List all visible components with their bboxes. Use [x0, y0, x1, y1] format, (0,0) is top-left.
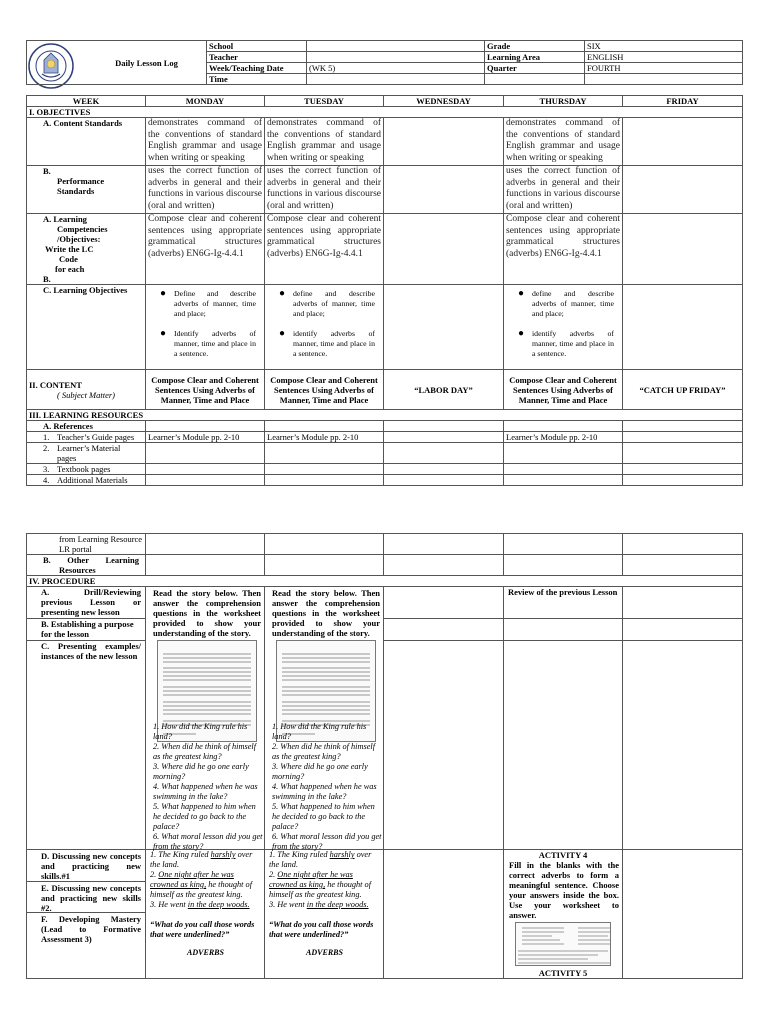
- content-mon: Compose Clear and Coherent Sentences Using Adverbs of Manner, Time and Place: [146, 370, 265, 410]
- amc-wed: [384, 534, 504, 555]
- proc-def-wed: [384, 850, 504, 979]
- proc-a-label: A. Drill/Reviewing previous Lesson or presenting new lesson: [27, 587, 146, 619]
- am-text: Additional Materials: [57, 475, 128, 485]
- comp-label-a: A. Learning: [43, 214, 87, 224]
- learning-objectives-row: [27, 285, 743, 370]
- lm-label: [27, 443, 146, 464]
- tb-fri: [623, 464, 743, 475]
- comp-label-f: for each: [55, 264, 85, 274]
- or-w2: Learning: [105, 555, 139, 565]
- sentence-2-tue: [269, 870, 380, 900]
- col-thursday: THURSDAY: [504, 96, 623, 107]
- content-std-tue: demonstrates command of the conventions of standard English grammar and usage when writing or speaking: [265, 118, 384, 166]
- lo-tue-1: ● define and describe adverbs of manner, time and place;: [293, 289, 375, 319]
- tg-wed: [384, 432, 504, 443]
- references-label: A. References: [27, 421, 146, 432]
- proc-def-fri: [623, 850, 743, 979]
- other-resources-label: [27, 555, 146, 576]
- tb-mon: [146, 464, 265, 475]
- content-standards-label: A. Content Standards: [27, 118, 146, 166]
- proc-d-label: D. Discussing new concepts and practicing new skills.#1: [27, 850, 145, 882]
- content-sublabel: ( Subject Matter): [56, 389, 116, 400]
- col-week: WEEK: [27, 96, 146, 107]
- content-std-fri: [623, 118, 743, 166]
- proc-a-fri: [623, 587, 743, 619]
- col-wednesday: WEDNESDAY: [384, 96, 504, 107]
- question-1: 1. How did the King rule his land?: [272, 722, 367, 741]
- perf-std-mon: uses the correct function of adverbs in general and their functions in various discourse (oral and written): [146, 166, 265, 214]
- proc-c-wed: [384, 641, 504, 850]
- sentence-1-mon: [150, 850, 261, 870]
- lo-mon-2: ● Identify adverbs of manner, time and place in a sentence.: [174, 329, 256, 359]
- prompt-tue: “What do you call those words that were underlined?”: [269, 920, 374, 939]
- question-2: 2. When did he think of himself as the greatest king?: [272, 742, 376, 761]
- content-label: II. CONTENT: [29, 379, 82, 390]
- perf-std-thu: uses the correct function of adverbs in general and their functions in various discourse (oral and written): [504, 166, 623, 214]
- activity5-title: ACTIVITY 5: [538, 968, 588, 978]
- tg-row: [27, 432, 743, 443]
- proc-b-thu: [504, 619, 623, 641]
- content-tue: Compose Clear and Coherent Sentences Using Adverbs of Manner, Time and Place: [265, 370, 384, 410]
- proc-c-thu: [504, 641, 623, 850]
- questions-tue: [272, 722, 384, 852]
- lm-num: 2.: [43, 443, 50, 453]
- am-label: [27, 475, 146, 486]
- am-thu: [504, 475, 623, 486]
- lo-tue-2: ● identify adverbs of manner, time and place in a sentence.: [293, 329, 375, 359]
- area-value[interactable]: ENGLISH: [585, 52, 743, 63]
- perf-std-wed: [384, 166, 504, 214]
- or-fri: [623, 555, 743, 576]
- tb-wed: [384, 464, 504, 475]
- col-tuesday: TUESDAY: [265, 96, 384, 107]
- prompt-mon: “What do you call those words that were underlined?”: [150, 920, 255, 939]
- or-wed: [384, 555, 504, 576]
- competencies-label: [27, 214, 146, 285]
- content-wed: “LABOR DAY”: [384, 370, 504, 410]
- competencies-row: [27, 214, 743, 285]
- teacher-label: Teacher: [207, 52, 307, 63]
- title-cell: [27, 41, 207, 85]
- comp-wed: [384, 214, 504, 285]
- question-5: 5. What happened to him when he decided to go back to the palace?: [272, 802, 375, 831]
- performance-standards-row: [27, 166, 743, 214]
- or-tue: [265, 555, 384, 576]
- s1b: over the land.: [269, 850, 372, 869]
- tg-label: [27, 432, 146, 443]
- am-row: [27, 475, 743, 486]
- lo-thu-2: ● identify adverbs of manner, time and place in a sentence.: [532, 329, 614, 359]
- proc-def-mon: [146, 850, 265, 979]
- question-3: 3. Where did he go one early morning?: [153, 762, 249, 781]
- objectives-heading: I. OBJECTIVES: [27, 107, 743, 118]
- am-tue: [265, 475, 384, 486]
- perf-label-a: B.: [43, 166, 51, 176]
- day-header-row: [27, 96, 743, 107]
- proc-b-row: [27, 619, 743, 641]
- content-std-mon: demonstrates command of the conventions of standard English grammar and usage when writing or speaking: [146, 118, 265, 166]
- proc-c-label: C. Presenting examples/ instances of the new lesson: [27, 641, 146, 850]
- am-mon: [146, 475, 265, 486]
- proc-c-row: [27, 641, 743, 850]
- content-thu: Compose Clear and Coherent Sentences Using Adverbs of Manner, Time and Place: [504, 370, 623, 410]
- comp-thu: Compose clear and coherent sentences using appropriate grammatical structures (adverbs) EN6G-Ig-4.4.1: [504, 214, 623, 285]
- proc-b-fri: [623, 619, 743, 641]
- proc-def-labels: [27, 850, 146, 979]
- week-label: Week/Teaching Date: [207, 63, 307, 74]
- proc-a-row: [27, 587, 743, 619]
- proc-def-tue: [265, 850, 384, 979]
- lo-thu-1: ● define and describe adverbs of manner, time and place;: [532, 289, 614, 319]
- or-w1: Other: [67, 555, 89, 565]
- proc-b-wed: [384, 619, 504, 641]
- sentence-1-tue: [269, 850, 380, 870]
- am-cont-label: from Learning Resource LR portal: [27, 534, 146, 555]
- or-mon: [146, 555, 265, 576]
- comp-label-d: Write the LC: [45, 244, 94, 254]
- amc-fri: [623, 534, 743, 555]
- s1b: over the land.: [150, 850, 253, 869]
- proc-e-label: E. Discussing new concepts and practicing new skills #2.: [27, 882, 145, 913]
- proc-a-thu: Review of the previous Lesson: [504, 587, 623, 619]
- ref-wed: [384, 421, 504, 432]
- sentence-3-mon: [150, 900, 261, 910]
- tb-thu: [504, 464, 623, 475]
- question-3: 3. Where did he go one early morning?: [272, 762, 368, 781]
- or-num: B.: [43, 555, 51, 565]
- s3u: in the deep woods.: [187, 900, 250, 909]
- amc-mon: [146, 534, 265, 555]
- story-instr-tue: Read the story below. Then answer the comprehension questions in the worksheet provided to show your understanding of the story.: [272, 588, 380, 638]
- content-row: [27, 370, 743, 410]
- references-row: [27, 421, 743, 432]
- lo-fri: [623, 285, 743, 370]
- amc-tue: [265, 534, 384, 555]
- content-label-cell: [27, 370, 146, 410]
- tb-label: [27, 464, 146, 475]
- s2u: One night after he was crowned as king,: [150, 870, 234, 889]
- s2b: he thought of himself as the greatest king.: [269, 880, 372, 899]
- perf-std-tue: uses the correct function of adverbs in general and their functions in various discourse (oral and written): [265, 166, 384, 214]
- s3u: in the deep woods.: [306, 900, 369, 909]
- ref-thu: [504, 421, 623, 432]
- s2a: 2.: [269, 870, 278, 879]
- s1u: harshly: [210, 850, 236, 859]
- tb-num: 3.: [43, 464, 50, 474]
- lm-row: [27, 443, 743, 464]
- comp-label-b: Competencies: [57, 224, 108, 234]
- or-thu: [504, 555, 623, 576]
- question-6: 6. What moral lesson did you get from the story?: [153, 832, 263, 851]
- content-std-thu: demonstrates command of the conventions of standard English grammar and usage when writing or speaking: [504, 118, 623, 166]
- lesson-table-page1: [26, 95, 743, 486]
- am-cont-row: [27, 534, 743, 555]
- or-line1: [43, 555, 143, 565]
- lm-mon: [146, 443, 265, 464]
- or-w3: Resources: [59, 565, 96, 575]
- tb-text: Textbook pages: [57, 464, 111, 474]
- s2a: 2.: [150, 870, 159, 879]
- time-value[interactable]: [307, 74, 485, 85]
- lo-mon-1: ● Define and describe adverbs of manner, time and place;: [174, 289, 256, 319]
- proc-f-label: F. Developing Mastery (Lead to Formative Assessment 3): [41, 914, 141, 944]
- area-label: Learning Area: [485, 52, 585, 63]
- s2b: he thought of himself as the greatest king.: [150, 880, 253, 899]
- header-table: [26, 40, 743, 85]
- grade-label: Grade: [485, 41, 585, 52]
- lm-text: Learner’s Material pages: [57, 443, 121, 463]
- activity4-title: ACTIVITY 4: [538, 850, 588, 860]
- grade-value[interactable]: SIX: [585, 41, 743, 52]
- lm-tue: [265, 443, 384, 464]
- lo-mon: [146, 285, 265, 370]
- procedure-heading: IV. PROCEDURE: [27, 576, 743, 587]
- activity4-instr: Fill in the blanks with the correct adverbs to form a meaningful sentence. Choose your answers inside the box. Use your worksheet to answer.: [509, 860, 619, 920]
- activity4-box: [515, 922, 611, 966]
- comp-label-g: B.: [43, 274, 51, 284]
- s1a: 1. The King ruled: [150, 850, 211, 859]
- proc-def-thu: [504, 850, 623, 979]
- s1a: 1. The King ruled: [269, 850, 330, 859]
- proc-def-row: [27, 850, 743, 979]
- comp-fri: [623, 214, 743, 285]
- am-fri: [623, 475, 743, 486]
- tg-thu: Learner’s Module pp. 2-10: [504, 432, 623, 443]
- lm-thu: [504, 443, 623, 464]
- resources-heading: III. LEARNING RESOURCES: [27, 410, 743, 421]
- proc-b-label: B. Establishing a purpose for the lesson: [27, 619, 146, 641]
- question-4: 4. What happened when he was swimming in the lake?: [272, 782, 377, 801]
- question-2: 2. When did he think of himself as the greatest king?: [153, 742, 257, 761]
- ref-mon: [146, 421, 265, 432]
- sentence-3-tue: [269, 900, 380, 910]
- quarter-value[interactable]: FOURTH: [585, 63, 743, 74]
- story-instr-mon: Read the story below. Then answer the comprehension questions in the worksheet provided to show your understanding of the story.: [153, 588, 261, 638]
- s1u: harshly: [329, 850, 355, 859]
- time-label: Time: [207, 74, 307, 85]
- content-std-wed: [384, 118, 504, 166]
- question-5: 5. What happened to him when he decided to go back to the palace?: [153, 802, 256, 831]
- lo-thu: [504, 285, 623, 370]
- comp-label-c: /Objectives:: [57, 234, 101, 244]
- am-wed: [384, 475, 504, 486]
- learning-objectives-label: C. Learning Objectives: [27, 285, 146, 370]
- content-fri: “CATCH UP FRIDAY”: [623, 370, 743, 410]
- answer-tue: ADVERBS: [306, 948, 343, 957]
- other-resources-row: [27, 555, 743, 576]
- question-1: 1. How did the King rule his land?: [153, 722, 248, 741]
- comp-label-e: Code: [59, 254, 78, 264]
- school-value[interactable]: [307, 41, 485, 52]
- tg-mon: Learner’s Module pp. 2-10: [146, 432, 265, 443]
- blank-label: [485, 74, 585, 85]
- tb-tue: [265, 464, 384, 475]
- s2u: One night after he was crowned as king,: [269, 870, 353, 889]
- tg-text: Teacher’s Guide pages: [57, 432, 135, 442]
- question-4: 4. What happened when he was swimming in the lake?: [153, 782, 258, 801]
- s3a: 3. He went: [269, 900, 307, 909]
- lo-wed: [384, 285, 504, 370]
- col-monday: MONDAY: [146, 96, 265, 107]
- proc-a-wed: [384, 587, 504, 619]
- blank-value: [585, 74, 743, 85]
- comp-mon: Compose clear and coherent sentences using appropriate grammatical structures (adverbs) EN6G-Ig-4.4.1: [146, 214, 265, 285]
- answer-mon: ADVERBS: [187, 948, 224, 957]
- teacher-value[interactable]: [307, 52, 485, 63]
- ref-fri: [623, 421, 743, 432]
- s3a: 3. He went: [150, 900, 188, 909]
- content-standards-row: [27, 118, 743, 166]
- tg-num: 1.: [43, 432, 50, 442]
- proc-c-fri: [623, 641, 743, 850]
- ref-tue: [265, 421, 384, 432]
- tg-fri: [623, 432, 743, 443]
- lm-fri: [623, 443, 743, 464]
- week-value[interactable]: (WK 5): [307, 63, 485, 74]
- quarter-label: Quarter: [485, 63, 585, 74]
- lm-wed: [384, 443, 504, 464]
- question-6: 6. What moral lesson did you get from the story?: [272, 832, 382, 851]
- doc-title: Daily Lesson Log: [115, 57, 178, 68]
- lo-tue: [265, 285, 384, 370]
- col-friday: FRIDAY: [623, 96, 743, 107]
- comp-tue: Compose clear and coherent sentences using appropriate grammatical structures (adverbs) EN6G-Ig-4.4.1: [265, 214, 384, 285]
- tg-tue: Learner’s Module pp. 2-10: [265, 432, 384, 443]
- amc-thu: [504, 534, 623, 555]
- perf-std-fri: [623, 166, 743, 214]
- perf-label-b: Performance Standards: [57, 176, 105, 196]
- tb-row: [27, 464, 743, 475]
- am-num: 4.: [43, 475, 50, 485]
- questions-mon: [153, 722, 265, 852]
- sentence-2-mon: [150, 870, 261, 900]
- performance-standards-label: [27, 166, 146, 214]
- school-label: School: [207, 41, 307, 52]
- lesson-table-page2: [26, 533, 743, 979]
